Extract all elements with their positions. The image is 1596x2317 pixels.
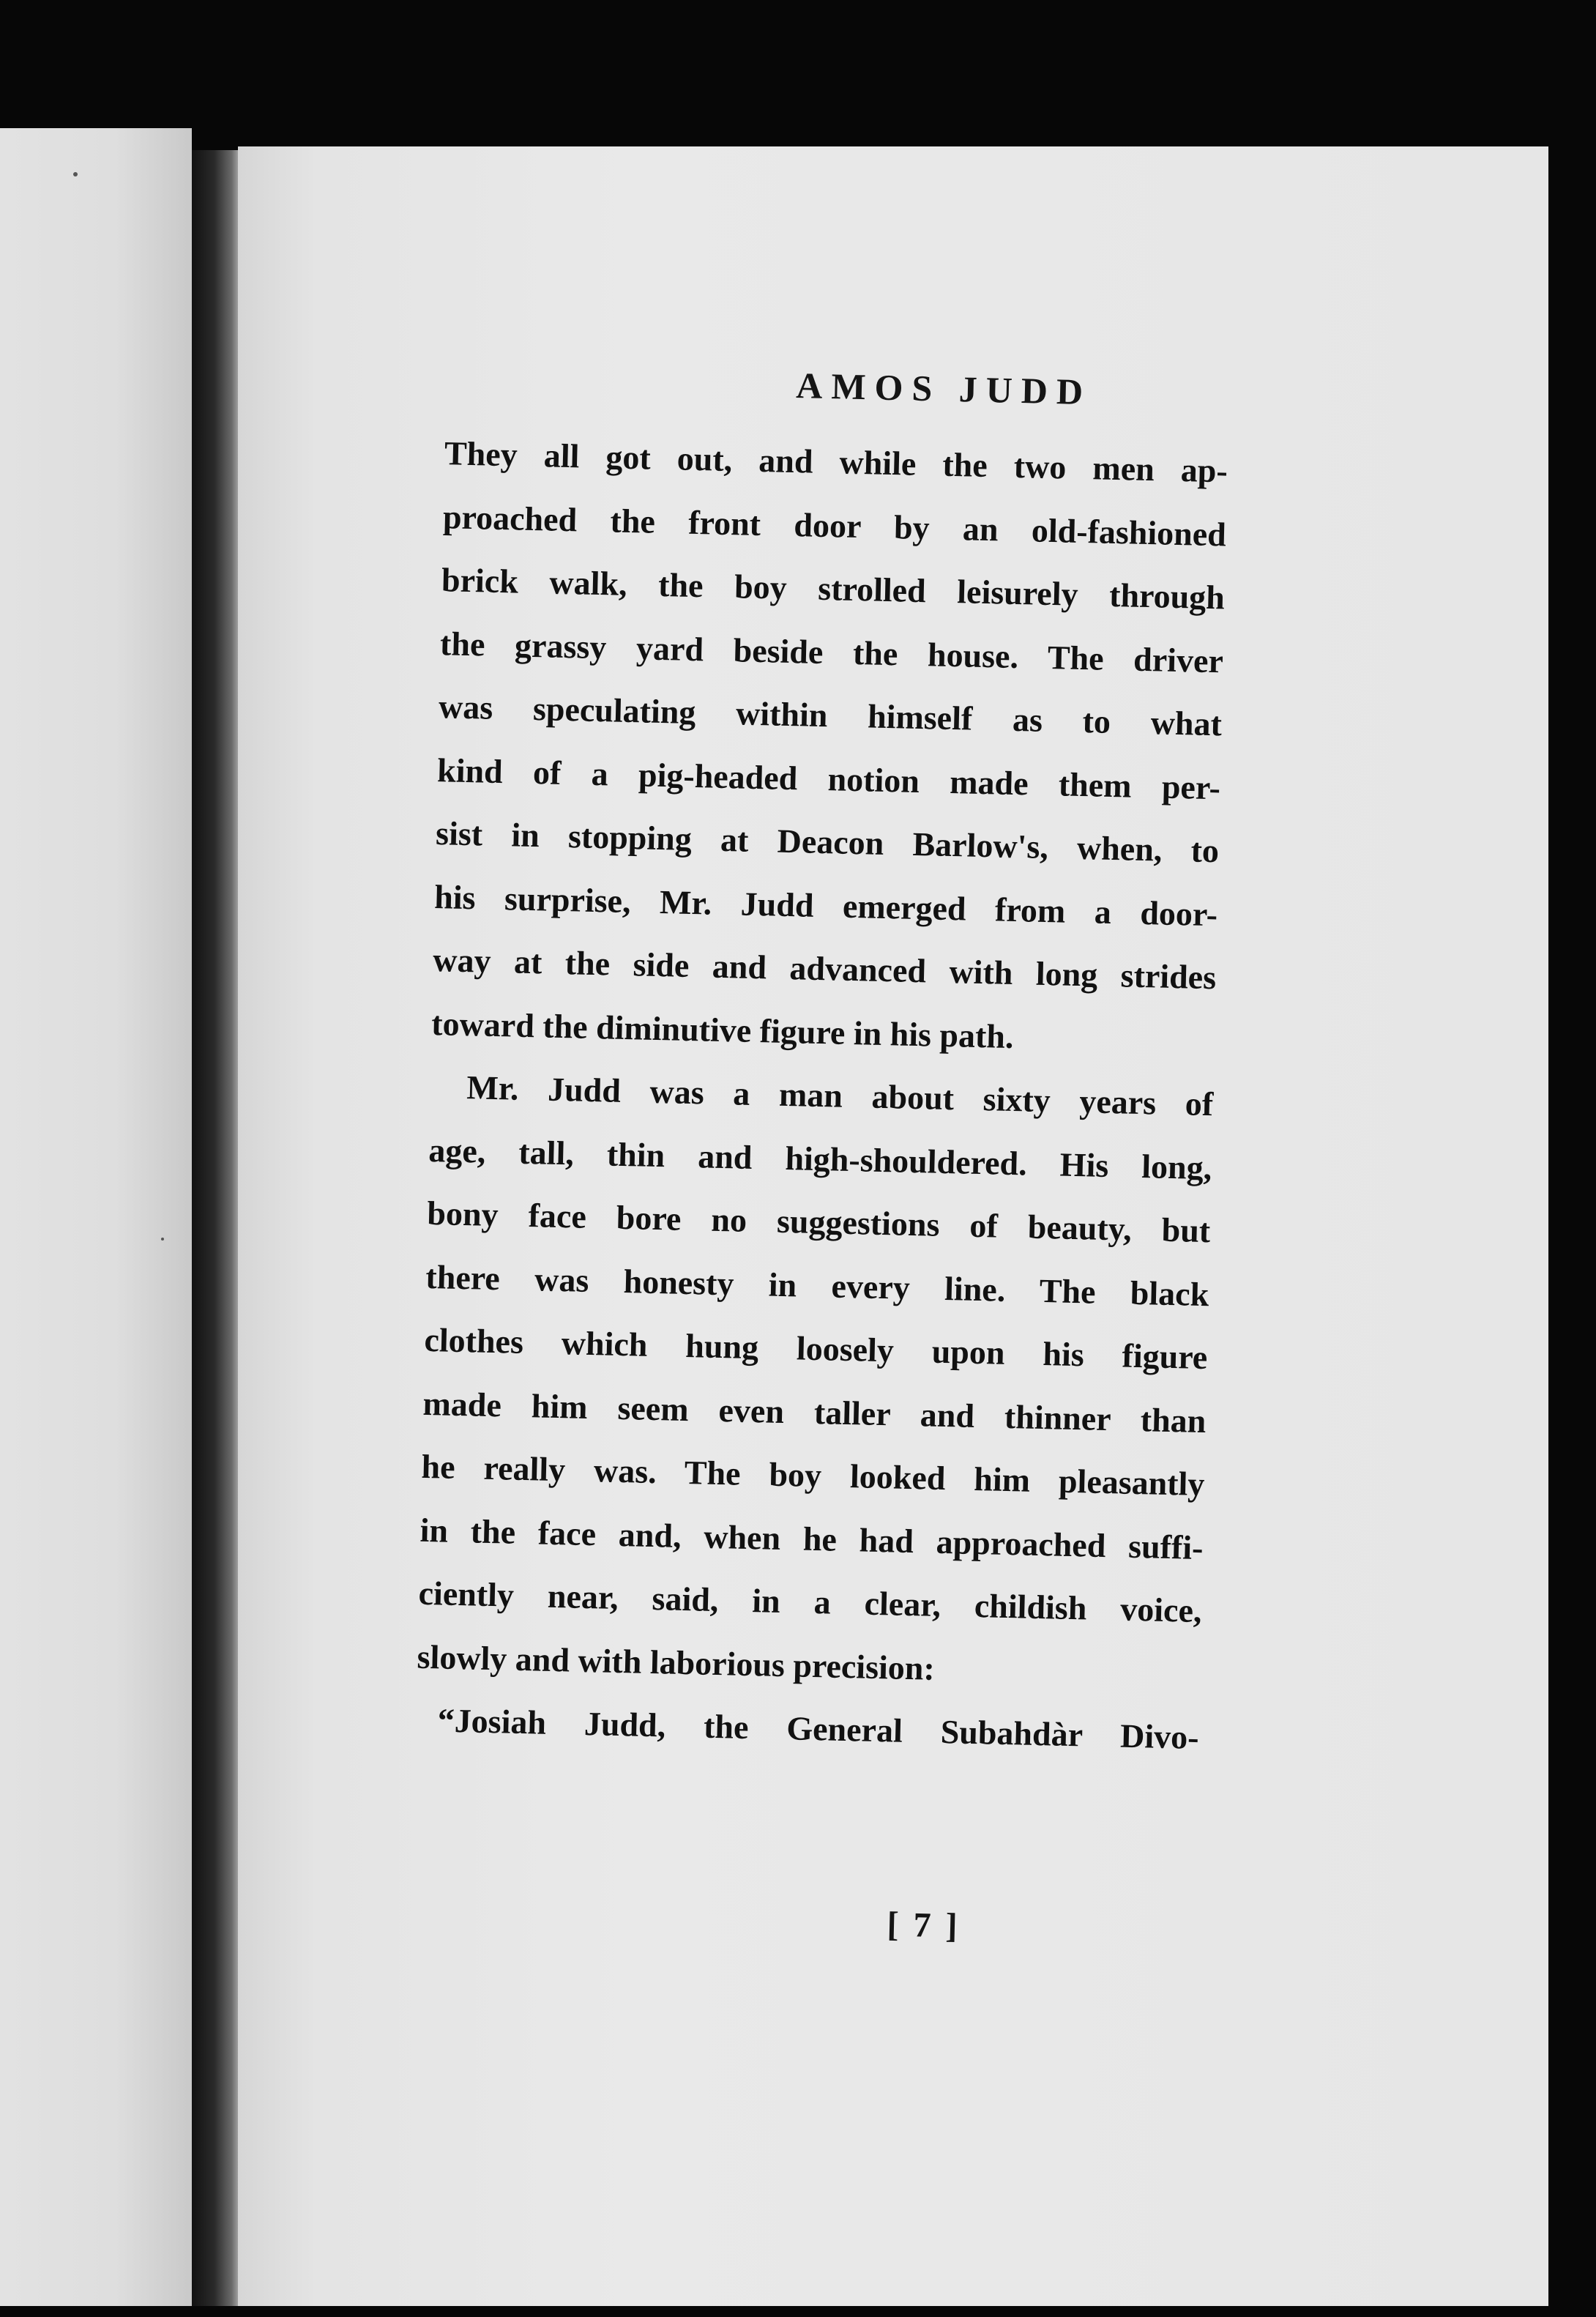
text-line: Mr. Judd was a man about sixty years of: [466, 1068, 1214, 1123]
text-line: sist in stopping at Deacon Barlow's, when, to: [435, 814, 1220, 870]
text-line: They all got out, and while the two men ap-: [444, 434, 1228, 490]
text-line: he really was. The boy looked him pleasantly: [421, 1447, 1205, 1503]
text-line: proached the front door by an old-fashioned: [442, 497, 1227, 553]
text-line: toward the diminutive figure in his path.: [430, 1004, 1015, 1055]
paper-speck: [161, 1238, 164, 1241]
text-line: brick walk, the boy strolled leisurely through: [441, 561, 1226, 617]
running-head: AMOS JUDD: [795, 365, 1092, 413]
text-line: was speculating within himself as to what: [438, 688, 1223, 743]
text-line: the grassy yard beside the house. The driver: [439, 624, 1224, 680]
text-line: age, tall, thin and high-shouldered. His long,: [428, 1131, 1212, 1186]
text-line: there was honesty in every line. The black: [425, 1257, 1209, 1313]
text-line: slowly and with laborious precision:: [417, 1637, 936, 1687]
page-text-block: [212, 128, 1571, 2317]
text-line: in the face and, when he had approached suffi-: [419, 1511, 1204, 1566]
book-page: [238, 146, 1548, 2306]
paragraph: [430, 422, 1228, 1073]
text-line: bony face bore no suggestions of beauty, but: [426, 1194, 1211, 1250]
text-line: made him seem even taller and thinner than: [422, 1384, 1207, 1440]
paper-speck: [73, 172, 78, 176]
text-line: clothes which hung loosely upon his figure: [423, 1320, 1208, 1377]
paragraph: [417, 1055, 1214, 1706]
text-line: “Josiah Judd, the General Subahdàr Divo-: [437, 1701, 1200, 1757]
text-line: his surprise, Mr. Judd emerged from a door-: [433, 877, 1218, 933]
text-line: kind of a pig-headed notion made them per-: [436, 751, 1221, 806]
page-number: [ 7 ]: [887, 1905, 961, 1946]
facing-page: [0, 128, 192, 2306]
text-line: ciently near, said, in a clear, childish voice,: [418, 1574, 1203, 1630]
text-line: way at the side and advanced with long strides: [432, 941, 1217, 997]
body-text: [415, 422, 1228, 1769]
